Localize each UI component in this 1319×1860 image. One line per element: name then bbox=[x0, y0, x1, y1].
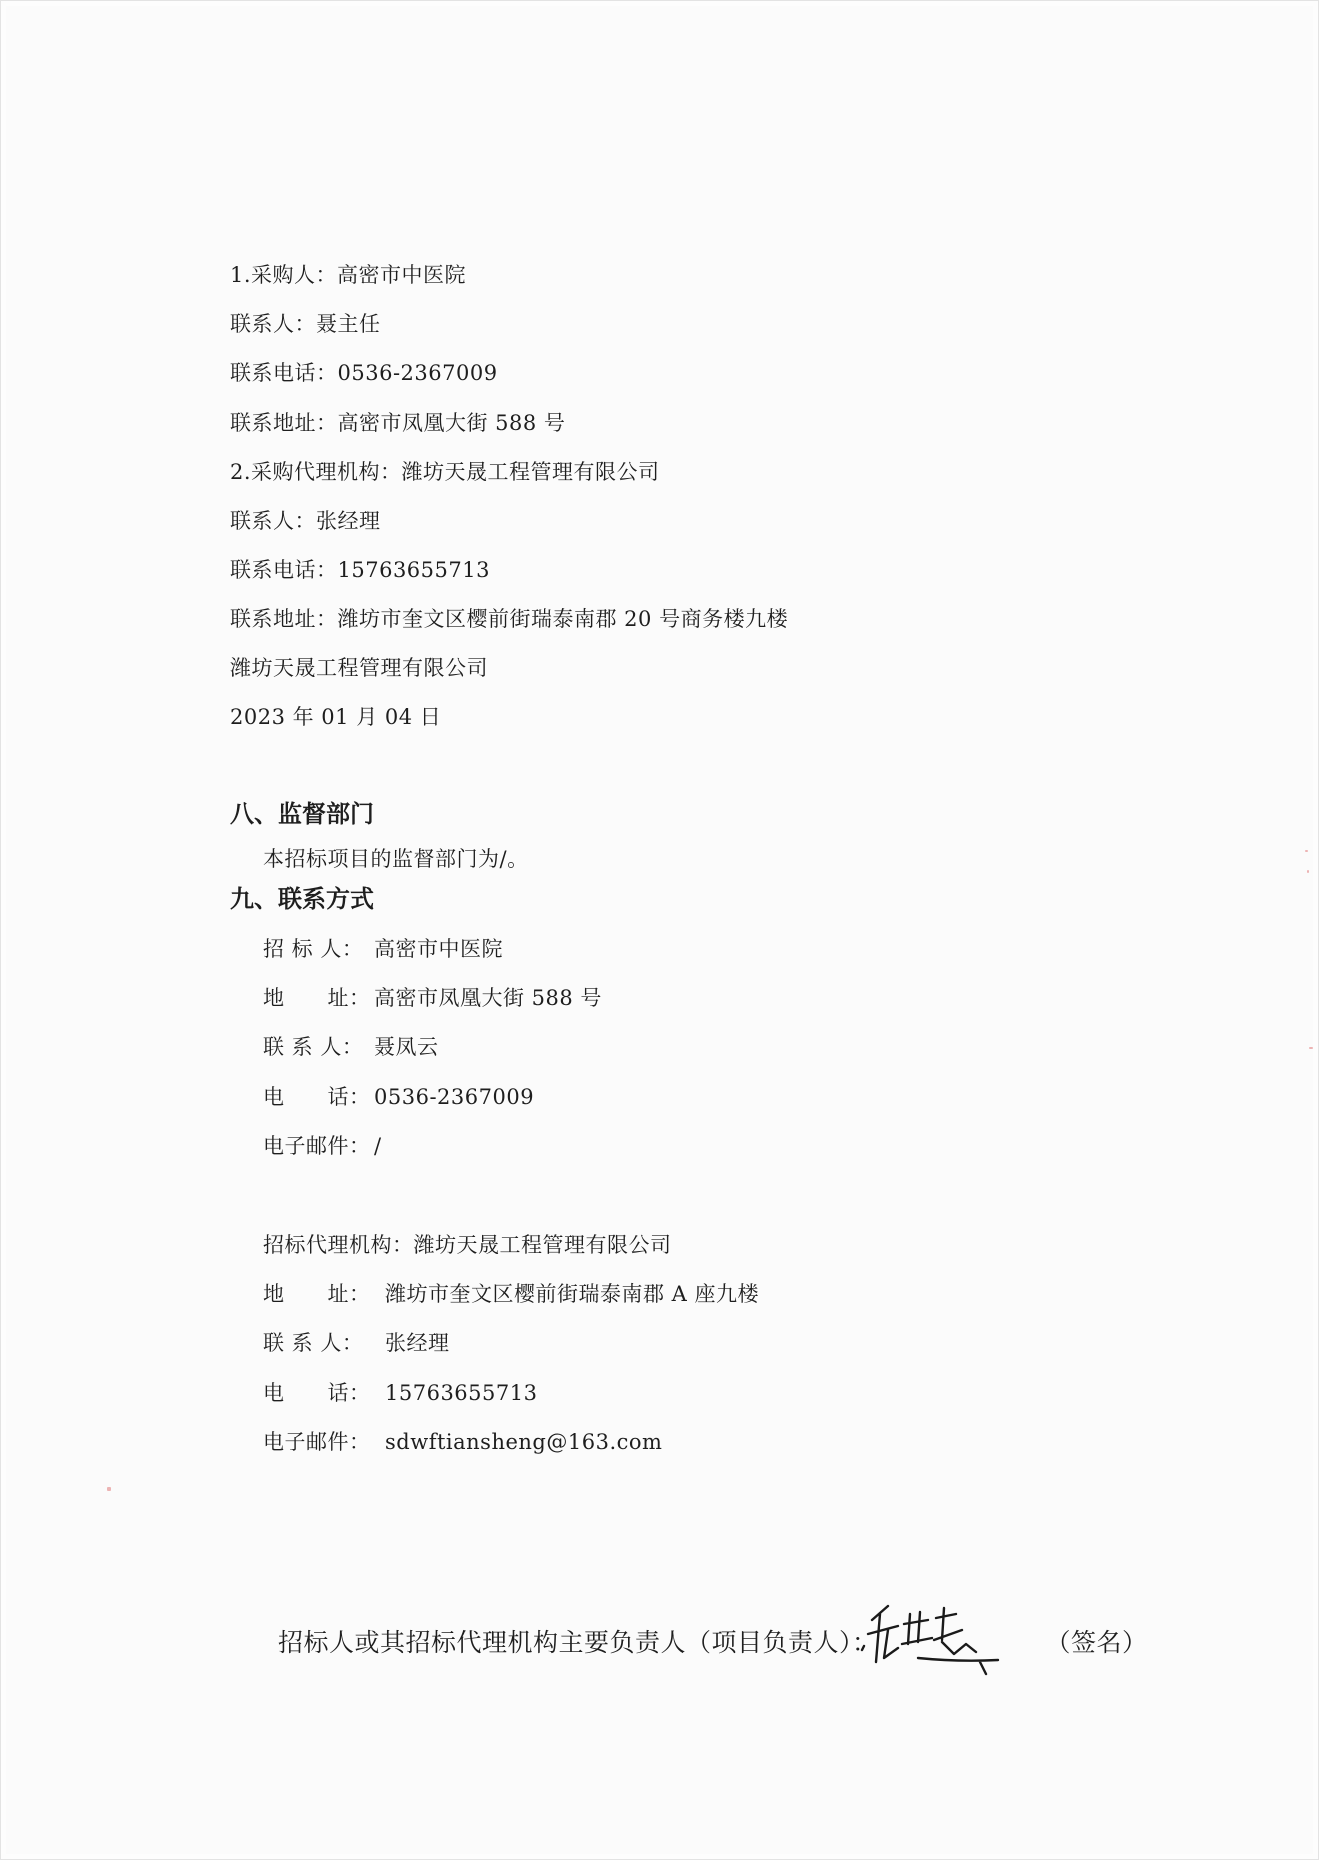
field-value: 高密市中医院 bbox=[374, 937, 503, 961]
scan-speck bbox=[1307, 870, 1309, 873]
field-label: 电 话： bbox=[263, 1085, 371, 1109]
tenderer-row bbox=[263, 985, 602, 1011]
field-label: 电子邮件： bbox=[263, 1134, 371, 1158]
signature-suffix: （签名） bbox=[1045, 1628, 1148, 1657]
field-value: 张经理 bbox=[385, 1331, 450, 1355]
tenderer-row bbox=[263, 936, 503, 962]
section8-heading: 八、监督部门 bbox=[230, 800, 374, 828]
agency-row bbox=[263, 1281, 759, 1307]
handwritten-signature bbox=[858, 1600, 1008, 1680]
scan-speck bbox=[107, 1487, 111, 1491]
field-label: 电 话： bbox=[263, 1381, 371, 1405]
scan-speck bbox=[1305, 850, 1308, 852]
section8-body: 本招标项目的监督部门为/。 bbox=[263, 847, 529, 871]
agency-row bbox=[263, 1429, 662, 1455]
field-label: 联 系 人： bbox=[263, 1331, 364, 1355]
agency-line: 2.采购代理机构：潍坊天晟工程管理有限公司 bbox=[230, 460, 660, 484]
field-label: 电子邮件： bbox=[263, 1430, 371, 1454]
signature-prefix: 招标人或其招标代理机构主要负责人（项目负责人）： bbox=[278, 1628, 878, 1657]
agency-contact: 联系人：张经理 bbox=[230, 509, 381, 533]
section9-heading: 九、联系方式 bbox=[230, 885, 374, 913]
tenderer-row bbox=[263, 1034, 439, 1060]
agency-phone: 联系电话：15763655713 bbox=[230, 558, 490, 582]
purchaser-line: 1.采购人：高密市中医院 bbox=[230, 263, 467, 287]
purchaser-contact: 联系人：聂主任 bbox=[230, 312, 381, 336]
field-value: 高密市凤凰大街 588 号 bbox=[374, 986, 602, 1010]
field-label: 地 址： bbox=[263, 1282, 371, 1306]
agency-row bbox=[263, 1330, 450, 1356]
field-label: 招 标 人： bbox=[263, 937, 364, 961]
purchaser-address: 联系地址：高密市凤凰大街 588 号 bbox=[230, 411, 566, 435]
agency-address: 联系地址：潍坊市奎文区樱前街瑞泰南郡 20 号商务楼九楼 bbox=[230, 607, 789, 631]
document-page bbox=[6, 6, 1313, 1854]
field-value: / bbox=[374, 1134, 382, 1158]
field-label: 地 址： bbox=[263, 986, 371, 1010]
signature-line bbox=[278, 1627, 1148, 1659]
agency-row bbox=[263, 1380, 537, 1406]
field-value: sdwftiansheng@163.com bbox=[385, 1430, 663, 1454]
tenderer-row bbox=[263, 1133, 382, 1159]
tenderer-row bbox=[263, 1084, 534, 1110]
signoff-company: 潍坊天晟工程管理有限公司 bbox=[230, 656, 488, 680]
field-value: 潍坊市奎文区樱前街瑞泰南郡 A 座九楼 bbox=[385, 1282, 760, 1306]
scan-speck bbox=[1309, 1047, 1313, 1049]
signoff-date: 2023 年 01 月 04 日 bbox=[230, 705, 442, 729]
field-label: 联 系 人： bbox=[263, 1035, 364, 1059]
field-value: 聂凤云 bbox=[374, 1035, 439, 1059]
field-value: 0536-2367009 bbox=[374, 1085, 535, 1109]
field-value: 15763655713 bbox=[385, 1381, 538, 1405]
purchaser-phone: 联系电话：0536-2367009 bbox=[230, 361, 498, 385]
agency-title: 招标代理机构：潍坊天晟工程管理有限公司 bbox=[263, 1233, 672, 1257]
